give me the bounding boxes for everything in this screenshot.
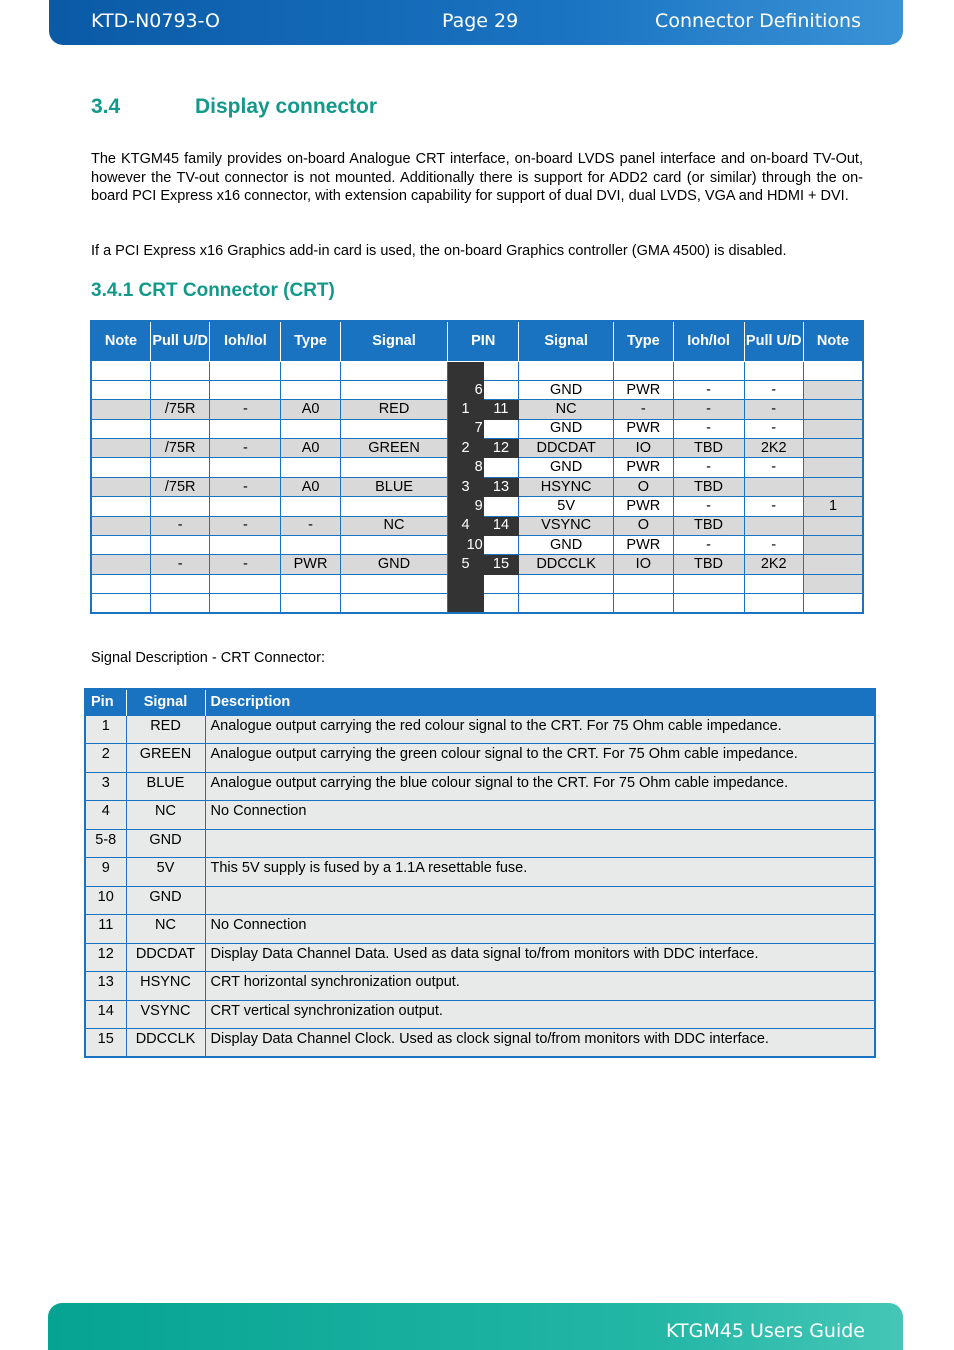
desc-signal-cell: DDCCLK (126, 1029, 205, 1058)
desc-pin-cell: 11 (85, 915, 126, 944)
crt-table-cell: - (744, 458, 803, 477)
desc-signal-cell: RED (126, 715, 205, 744)
col-signal-right: Signal (519, 321, 614, 361)
desc-pin-cell: 1 (85, 715, 126, 744)
desc-pin-cell: 9 (85, 858, 126, 887)
crt-table-cell: - (150, 555, 209, 574)
crt-table-cell: 13 (483, 477, 518, 496)
crt-table-cell (483, 380, 518, 399)
crt-table-cell: 8 (448, 458, 483, 477)
crt-table-row (91, 497, 863, 516)
crt-table-cell: A0 (281, 439, 340, 458)
col-signal-left: Signal (340, 321, 447, 361)
crt-table-cell (483, 574, 518, 593)
crt-table-cell (744, 594, 803, 613)
crt-table-cell: 4 (448, 516, 483, 535)
desc-signal-cell: HSYNC (126, 972, 205, 1001)
crt-table-cell: 2K2 (744, 439, 803, 458)
crt-table-cell (340, 574, 447, 593)
crt-table-cell (281, 419, 340, 438)
desc-text-cell: Analogue output carrying the red colour signal to the CRT. For 75 Ohm cable impedance. (205, 715, 875, 744)
crt-table-cell (744, 516, 803, 535)
crt-table-cell (803, 458, 863, 477)
crt-table-cell (803, 439, 863, 458)
desc-signal-cell: BLUE (126, 772, 205, 801)
crt-table-cell (340, 361, 447, 380)
crt-table-cell (91, 361, 150, 380)
crt-table-cell (448, 574, 483, 593)
crt-table-row (91, 555, 863, 574)
col-ioh-left: Ioh/Iol (210, 321, 281, 361)
crt-table-cell (340, 380, 447, 399)
crt-table-cell (340, 536, 447, 555)
crt-table-cell: /75R (150, 477, 209, 496)
desc-pin-cell: 15 (85, 1029, 126, 1058)
desc-signal-cell: NC (126, 915, 205, 944)
crt-table-row (91, 594, 863, 613)
crt-table-cell (519, 361, 614, 380)
crt-table-cell (744, 574, 803, 593)
page-footer (48, 1303, 903, 1350)
desc-text-cell: This 5V supply is fused by a 1.1A resettable fuse. (205, 858, 875, 887)
crt-table-cell: - (744, 380, 803, 399)
crt-table-cell: /75R (150, 439, 209, 458)
desc-pin-cell: 12 (85, 943, 126, 972)
desc-text-cell: Display Data Channel Clock. Used as clock signal to/from monitors with DDC interface. (205, 1029, 875, 1058)
crt-table-cell: DDCDAT (519, 439, 614, 458)
crt-table-cell (281, 380, 340, 399)
page-number: Page 29 (442, 10, 519, 32)
crt-table-cell (803, 419, 863, 438)
crt-table-cell: - (281, 516, 340, 535)
crt-table-cell (91, 439, 150, 458)
crt-table-cell (210, 361, 281, 380)
crt-table-cell: - (150, 516, 209, 535)
crt-table-row (91, 439, 863, 458)
crt-table-cell (210, 536, 281, 555)
page-header (49, 0, 903, 45)
crt-table-row (91, 419, 863, 438)
crt-table-cell (210, 497, 281, 516)
col-ioh-right: Ioh/Iol (673, 321, 744, 361)
crt-table-cell (150, 574, 209, 593)
crt-table-cell (483, 419, 518, 438)
desc-table-row (85, 801, 875, 830)
crt-table-cell (614, 574, 673, 593)
desc-text-cell (205, 886, 875, 915)
crt-pinout-table (90, 320, 864, 614)
desc-table-row (85, 772, 875, 801)
crt-table-cell: TBD (673, 439, 744, 458)
guide-title: KTGM45 Users Guide (666, 1320, 865, 1342)
crt-table-cell (803, 380, 863, 399)
crt-table-cell: 3 (448, 477, 483, 496)
crt-table-cell: 1 (803, 497, 863, 516)
desc-signal-cell: VSYNC (126, 1000, 205, 1029)
crt-table-cell (91, 477, 150, 496)
col-pull-right: Pull U/D (744, 321, 803, 361)
crt-table-cell (803, 555, 863, 574)
crt-table-cell (519, 574, 614, 593)
crt-table-cell: HSYNC (519, 477, 614, 496)
crt-table-cell: - (210, 477, 281, 496)
crt-table-cell (614, 594, 673, 613)
crt-table-cell: 9 (448, 497, 483, 516)
desc-text-cell (205, 829, 875, 858)
crt-table-cell (150, 497, 209, 516)
desc-table-row (85, 744, 875, 773)
crt-table-cell: GND (519, 458, 614, 477)
desc-pin-cell: 10 (85, 886, 126, 915)
desc-text-cell: Display Data Channel Data. Used as data signal to/from monitors with DDC interface. (205, 943, 875, 972)
crt-table-cell (744, 477, 803, 496)
desc-text-cell: CRT vertical synchronization output. (205, 1000, 875, 1029)
crt-table-cell: DDCCLK (519, 555, 614, 574)
desc-text-cell: No Connection (205, 915, 875, 944)
desc-header-row (85, 689, 875, 715)
crt-table-cell: GND (519, 419, 614, 438)
crt-table-cell (150, 419, 209, 438)
desc-table-row (85, 972, 875, 1001)
crt-table-cell (150, 594, 209, 613)
crt-table-cell: 15 (483, 555, 518, 574)
crt-table-cell (91, 400, 150, 419)
signal-description-caption: Signal Description - CRT Connector: (91, 650, 325, 666)
desc-table-row (85, 1029, 875, 1058)
crt-table-cell: VSYNC (519, 516, 614, 535)
crt-table-cell: TBD (673, 516, 744, 535)
crt-table-cell: 7 (448, 419, 483, 438)
crt-table-cell (150, 361, 209, 380)
crt-table-cell: - (210, 516, 281, 535)
desc-table-row (85, 1000, 875, 1029)
desc-signal-cell: 5V (126, 858, 205, 887)
crt-table-row (91, 380, 863, 399)
desc-pin-cell: 4 (85, 801, 126, 830)
desc-text-cell: Analogue output carrying the green colour signal to the CRT. For 75 Ohm cable impedance. (205, 744, 875, 773)
crt-table-cell (150, 380, 209, 399)
crt-table-cell (281, 497, 340, 516)
crt-table-cell: - (673, 380, 744, 399)
section-number: 3.4 (91, 95, 121, 118)
crt-table-cell: 14 (483, 516, 518, 535)
desc-text-cell: CRT horizontal synchronization output. (205, 972, 875, 1001)
crt-table-cell: O (614, 477, 673, 496)
crt-table-row (91, 574, 863, 593)
crt-table-cell: 10 (448, 536, 483, 555)
crt-table-cell (340, 497, 447, 516)
desc-table-row (85, 915, 875, 944)
crt-table-cell: GND (519, 536, 614, 555)
crt-table-cell: PWR (281, 555, 340, 574)
crt-table-cell: - (673, 458, 744, 477)
desc-signal-cell: GND (126, 886, 205, 915)
crt-table-cell (91, 555, 150, 574)
crt-table-cell (210, 380, 281, 399)
crt-table-cell (448, 594, 483, 613)
crt-table-cell (340, 419, 447, 438)
crt-table-cell (281, 536, 340, 555)
crt-table-cell (673, 361, 744, 380)
crt-table-cell (803, 516, 863, 535)
crt-table-cell: TBD (673, 477, 744, 496)
crt-table-cell (210, 594, 281, 613)
desc-signal-cell: GREEN (126, 744, 205, 773)
section-title: Display connector (195, 95, 378, 118)
crt-table-cell (210, 419, 281, 438)
col-pull-left: Pull U/D (150, 321, 209, 361)
subsection-heading: 3.4.1 CRT Connector (CRT) (91, 280, 335, 301)
crt-table-cell (483, 497, 518, 516)
crt-table-cell: NC (519, 400, 614, 419)
section-heading (91, 95, 377, 119)
crt-table-cell (483, 361, 518, 380)
crt-table-cell (91, 380, 150, 399)
crt-table-cell (803, 594, 863, 613)
crt-table-cell (744, 361, 803, 380)
crt-table-cell (483, 458, 518, 477)
desc-table-row (85, 715, 875, 744)
crt-table-cell: 11 (483, 400, 518, 419)
crt-table-cell (614, 361, 673, 380)
crt-table-cell (91, 516, 150, 535)
chapter-title: Connector Definitions (655, 10, 861, 32)
desc-pin-cell: 13 (85, 972, 126, 1001)
crt-table-cell: PWR (614, 419, 673, 438)
desc-table-row (85, 858, 875, 887)
crt-table-cell: 6 (448, 380, 483, 399)
desc-signal-cell: NC (126, 801, 205, 830)
col-type-right: Type (614, 321, 673, 361)
col-note-right: Note (803, 321, 863, 361)
crt-table-cell (340, 458, 447, 477)
crt-table-cell (91, 419, 150, 438)
crt-table-cell (803, 477, 863, 496)
crt-table-cell: PWR (614, 497, 673, 516)
crt-table-cell: - (210, 439, 281, 458)
col-pin: PIN (448, 321, 519, 361)
crt-table-cell (150, 536, 209, 555)
col-description: Description (205, 689, 875, 715)
crt-table-cell: O (614, 516, 673, 535)
crt-table-cell: PWR (614, 380, 673, 399)
crt-table-cell: 5 (448, 555, 483, 574)
crt-table-row (91, 516, 863, 535)
crt-table-cell (210, 458, 281, 477)
desc-table-row (85, 943, 875, 972)
crt-table-cell: BLUE (340, 477, 447, 496)
col-signal: Signal (126, 689, 205, 715)
crt-table-row (91, 477, 863, 496)
crt-table-cell (483, 594, 518, 613)
crt-table-cell: GREEN (340, 439, 447, 458)
crt-table-cell (281, 594, 340, 613)
desc-text-cell: No Connection (205, 801, 875, 830)
crt-table-cell (281, 458, 340, 477)
crt-table-cell (803, 400, 863, 419)
col-note-left: Note (91, 321, 150, 361)
crt-table-cell (673, 594, 744, 613)
document-id: KTD-N0793-O (91, 10, 220, 32)
crt-table-cell (803, 536, 863, 555)
crt-table-cell: 5V (519, 497, 614, 516)
crt-table-cell (91, 536, 150, 555)
crt-table-cell (673, 574, 744, 593)
crt-table-row (91, 458, 863, 477)
crt-table-cell: IO (614, 555, 673, 574)
crt-table-cell: RED (340, 400, 447, 419)
crt-table-cell (91, 574, 150, 593)
crt-table-cell (281, 574, 340, 593)
crt-table-cell (483, 536, 518, 555)
crt-table-cell (340, 594, 447, 613)
crt-table-row (91, 536, 863, 555)
crt-table-cell: GND (519, 380, 614, 399)
crt-table-cell: 12 (483, 439, 518, 458)
crt-table-cell (210, 574, 281, 593)
desc-table-row (85, 886, 875, 915)
crt-table-cell: A0 (281, 477, 340, 496)
crt-table-cell: /75R (150, 400, 209, 419)
crt-table-cell: - (673, 497, 744, 516)
crt-table-cell (91, 594, 150, 613)
desc-text-cell: Analogue output carrying the blue colour signal to the CRT. For 75 Ohm cable impedance. (205, 772, 875, 801)
crt-table-cell: NC (340, 516, 447, 535)
crt-table-cell: - (673, 419, 744, 438)
desc-pin-cell: 5-8 (85, 829, 126, 858)
crt-table-cell (448, 361, 483, 380)
crt-table-cell: PWR (614, 536, 673, 555)
crt-table-cell: 1 (448, 400, 483, 419)
crt-table-row (91, 400, 863, 419)
gma-note-paragraph: If a PCI Express x16 Graphics add-in card is used, the on-board Graphics controller (GMA 4500) is disabled. (91, 243, 787, 259)
desc-pin-cell: 14 (85, 1000, 126, 1029)
crt-table-cell: 2 (448, 439, 483, 458)
desc-table-row (85, 829, 875, 858)
intro-paragraph: The KTGM45 family provides on-board Analogue CRT interface, on-board LVDS panel interface and on-board TV-Out, however the TV-out connector is not mounted. Additionally there is support for ADD2 card (or similar) through the on-board PCI Express x16 connector, with extension capability for support of dual DVI, dual LVDS, VGA and HDMI + DVI. (91, 151, 863, 204)
col-pin: Pin (85, 689, 126, 715)
crt-table-cell: IO (614, 439, 673, 458)
desc-pin-cell: 2 (85, 744, 126, 773)
crt-table-cell (281, 361, 340, 380)
col-type-left: Type (281, 321, 340, 361)
crt-table-cell: - (210, 400, 281, 419)
crt-table-cell: PWR (614, 458, 673, 477)
crt-table-cell: - (614, 400, 673, 419)
crt-table-cell: - (744, 536, 803, 555)
crt-table-cell: GND (340, 555, 447, 574)
desc-pin-cell: 3 (85, 772, 126, 801)
crt-table-cell (91, 458, 150, 477)
desc-signal-cell: DDCDAT (126, 943, 205, 972)
crt-table-cell: A0 (281, 400, 340, 419)
crt-table-cell: - (673, 400, 744, 419)
crt-table-cell (519, 594, 614, 613)
crt-table-cell: 2K2 (744, 555, 803, 574)
crt-table-cell: - (744, 400, 803, 419)
crt-table-row (91, 361, 863, 380)
crt-table-cell (91, 497, 150, 516)
crt-header-row (91, 321, 863, 361)
crt-table-cell: - (744, 419, 803, 438)
crt-table-cell: - (744, 497, 803, 516)
crt-table-cell: - (673, 536, 744, 555)
crt-table-cell: TBD (673, 555, 744, 574)
crt-table-cell (803, 361, 863, 380)
crt-table-cell: - (210, 555, 281, 574)
crt-table-cell (150, 458, 209, 477)
crt-table-cell (803, 574, 863, 593)
signal-description-table (84, 688, 876, 1058)
desc-signal-cell: GND (126, 829, 205, 858)
